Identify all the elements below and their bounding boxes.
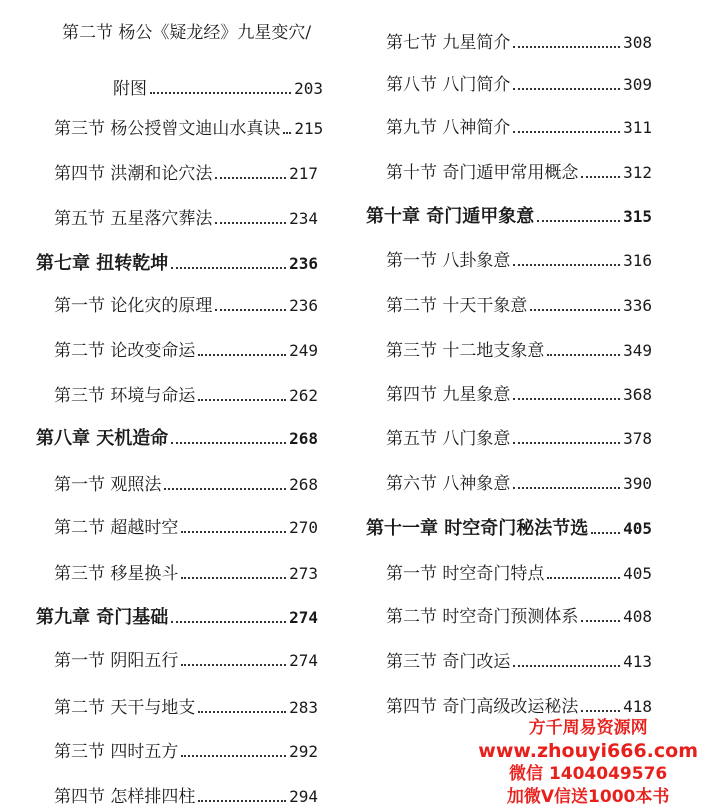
toc-entry-page: 292 xyxy=(289,742,318,761)
toc-section-entry xyxy=(386,74,652,96)
watermark-url: www.zhouyi666.com xyxy=(478,740,698,762)
toc-entry-page: 418 xyxy=(623,697,652,716)
dot-leader xyxy=(181,755,286,757)
watermark-promo: 加微V信送1000本书 xyxy=(506,787,670,807)
toc-entry-page: 215 xyxy=(294,119,324,138)
toc-section-entry xyxy=(386,563,652,585)
toc-entry-label: 第十节 奇门遁甲常用概念 xyxy=(386,163,579,183)
toc-entry-page: 308 xyxy=(623,33,652,52)
toc-entry-page: 316 xyxy=(623,251,652,270)
toc-section-entry xyxy=(386,651,652,673)
toc-section-entry xyxy=(54,741,318,763)
toc-section-entry xyxy=(386,606,652,628)
toc-entry-page: 315 xyxy=(623,207,652,226)
toc-entry-label: 第三节 十二地支象意 xyxy=(386,341,545,361)
toc-entry-page: 273 xyxy=(289,564,318,583)
toc-entry-page: 236 xyxy=(289,254,318,273)
dot-leader xyxy=(198,711,286,713)
toc-entry-label: 第二节 论改变命运 xyxy=(54,341,196,361)
toc-entry-label: 第一节 论化灾的原理 xyxy=(54,296,213,316)
toc-section-entry xyxy=(54,517,318,539)
dot-leader xyxy=(513,88,620,90)
toc-entry-label: 附图 xyxy=(113,79,147,99)
toc-entry-page: 408 xyxy=(623,607,652,626)
dot-leader xyxy=(181,531,286,533)
toc-entry-label: 第三节 奇门改运 xyxy=(386,652,511,672)
toc-section-entry xyxy=(54,786,318,808)
toc-entry-page: 368 xyxy=(623,385,652,404)
dot-leader xyxy=(547,354,620,356)
toc-entry-label: 第七章 扭转乾坤 xyxy=(36,253,169,274)
toc-entry-page: 336 xyxy=(623,296,652,315)
dot-leader xyxy=(181,577,286,579)
dot-leader xyxy=(215,222,286,224)
toc-entry-page: 262 xyxy=(289,386,318,405)
dot-leader xyxy=(581,176,620,178)
dot-leader xyxy=(181,664,286,666)
toc-entry-page: 236 xyxy=(289,296,318,315)
watermark xyxy=(478,717,698,809)
toc-entry-label: 第十章 奇门遁甲象意 xyxy=(366,206,535,227)
dot-leader xyxy=(513,264,620,266)
toc-entry-wrapped-line1: 第二节 杨公《疑龙经》九星变穴/ xyxy=(62,23,312,43)
toc-entry-page: 311 xyxy=(623,118,652,137)
dot-leader xyxy=(215,177,286,179)
toc-section-entry xyxy=(386,696,652,718)
toc-entry-page: 283 xyxy=(289,698,318,717)
toc-entry-label: 第四节 九星象意 xyxy=(386,385,511,405)
toc-entry-label: 第六节 八神象意 xyxy=(386,474,511,494)
toc-section-entry xyxy=(386,428,652,450)
toc-chapter-entry xyxy=(366,206,652,228)
watermark-site-name: 方千周易资源网 xyxy=(528,718,648,738)
toc-section-entry xyxy=(54,563,318,585)
dot-leader xyxy=(171,442,286,444)
toc-entry-label: 第二节 十天干象意 xyxy=(386,296,528,316)
toc-entry-wrapped-line2 xyxy=(113,78,323,100)
dot-leader xyxy=(171,621,286,623)
toc-entry-label: 第八节 八门简介 xyxy=(386,75,511,95)
toc-entry-label: 第九节 八神简介 xyxy=(386,118,511,138)
toc-section-entry xyxy=(54,118,324,140)
toc-entry-page: 294 xyxy=(289,787,318,806)
toc-entry-label: 第一节 时空奇门特点 xyxy=(386,564,545,584)
toc-section-entry xyxy=(386,340,652,362)
toc-entry-label: 第五节 八门象意 xyxy=(386,429,511,449)
toc-entry-label: 第三节 杨公授曾文迪山水真诀 xyxy=(54,119,281,139)
toc-section-entry xyxy=(54,474,318,496)
toc-entry-page: 378 xyxy=(623,429,652,448)
toc-section-entry xyxy=(386,162,652,184)
toc-entry-page: 312 xyxy=(623,163,652,182)
toc-section-entry xyxy=(386,117,652,139)
toc-entry-page: 268 xyxy=(289,429,318,448)
toc-entry-label: 第九章 奇门基础 xyxy=(36,607,169,628)
dot-leader xyxy=(581,710,620,712)
dot-leader xyxy=(215,309,286,311)
dot-leader xyxy=(591,532,620,534)
toc-entry-page: 405 xyxy=(623,564,652,583)
dot-leader xyxy=(171,267,286,269)
toc-section-entry xyxy=(386,473,652,495)
toc-entry-page: 390 xyxy=(623,474,652,493)
toc-section-entry xyxy=(386,384,652,406)
toc-entry-label: 第二节 天干与地支 xyxy=(54,698,196,718)
toc-chapter-entry xyxy=(36,607,318,629)
toc-entry-label: 第四节 奇门高级改运秘法 xyxy=(386,697,579,717)
dot-leader xyxy=(513,442,620,444)
toc-entry-label: 第一节 阴阳五行 xyxy=(54,651,179,671)
dot-leader xyxy=(150,92,291,94)
dot-leader xyxy=(547,577,620,579)
dot-leader xyxy=(198,800,286,802)
dot-leader xyxy=(513,665,620,667)
dot-leader xyxy=(513,131,620,133)
toc-entry-page: 309 xyxy=(623,75,652,94)
toc-entry-label: 第三节 移星换斗 xyxy=(54,564,179,584)
toc-section-entry xyxy=(386,250,652,272)
dot-leader xyxy=(283,132,291,134)
toc-entry-page: 270 xyxy=(289,518,318,537)
toc-entry-page: 234 xyxy=(289,209,318,228)
toc-entry-label: 第八章 天机造命 xyxy=(36,428,169,449)
toc-entry-label: 第四节 洪潮和论穴法 xyxy=(54,164,213,184)
watermark-wechat: 微信 1404049576 xyxy=(509,764,668,784)
toc-entry-label: 第十一章 时空奇门秘法节选 xyxy=(366,518,589,539)
toc-section-entry xyxy=(54,340,318,362)
dot-leader xyxy=(581,620,620,622)
toc-entry-page: 217 xyxy=(289,164,318,183)
toc-section-entry xyxy=(54,385,318,407)
toc-section-entry xyxy=(54,295,318,317)
toc-section-entry xyxy=(54,163,318,185)
toc-entry-label: 第五节 五星落穴葬法 xyxy=(54,209,213,229)
toc-chapter-entry xyxy=(366,518,652,540)
toc-entry-page: 274 xyxy=(289,651,318,670)
toc-entry-page: 349 xyxy=(623,341,652,360)
toc-entry-label: 第一节 八卦象意 xyxy=(386,251,511,271)
toc-entry-label: 第四节 怎样排四柱 xyxy=(54,787,196,807)
toc-chapter-entry xyxy=(36,253,318,275)
dot-leader xyxy=(513,46,620,48)
dot-leader xyxy=(513,398,620,400)
toc-entry-page: 268 xyxy=(289,475,318,494)
toc-entry-page: 274 xyxy=(289,608,318,627)
toc-section-entry xyxy=(386,32,652,54)
toc-entry-label: 第二节 超越时空 xyxy=(54,518,179,538)
toc-chapter-entry xyxy=(36,428,318,450)
toc-entry-page: 405 xyxy=(623,519,652,538)
toc-section-entry xyxy=(54,208,318,230)
toc-entry-label: 第一节 观照法 xyxy=(54,475,162,495)
toc-entry-label: 第三节 四时五方 xyxy=(54,742,179,762)
toc-section-entry xyxy=(54,697,318,719)
toc-entry-page: 249 xyxy=(289,341,318,360)
dot-leader xyxy=(530,309,620,311)
toc-entry-label: 第七节 九星简介 xyxy=(386,33,511,53)
dot-leader xyxy=(537,220,620,222)
dot-leader xyxy=(198,399,286,401)
toc-section-entry xyxy=(54,650,318,672)
dot-leader xyxy=(198,354,286,356)
toc-entry-label: 第三节 环境与命运 xyxy=(54,386,196,406)
toc-entry-page: 203 xyxy=(294,79,323,98)
dot-leader xyxy=(513,487,620,489)
toc-entry-page: 413 xyxy=(623,652,652,671)
dot-leader xyxy=(164,488,286,490)
toc-entry-label: 第二节 时空奇门预测体系 xyxy=(386,607,579,627)
toc-section-entry xyxy=(386,295,652,317)
